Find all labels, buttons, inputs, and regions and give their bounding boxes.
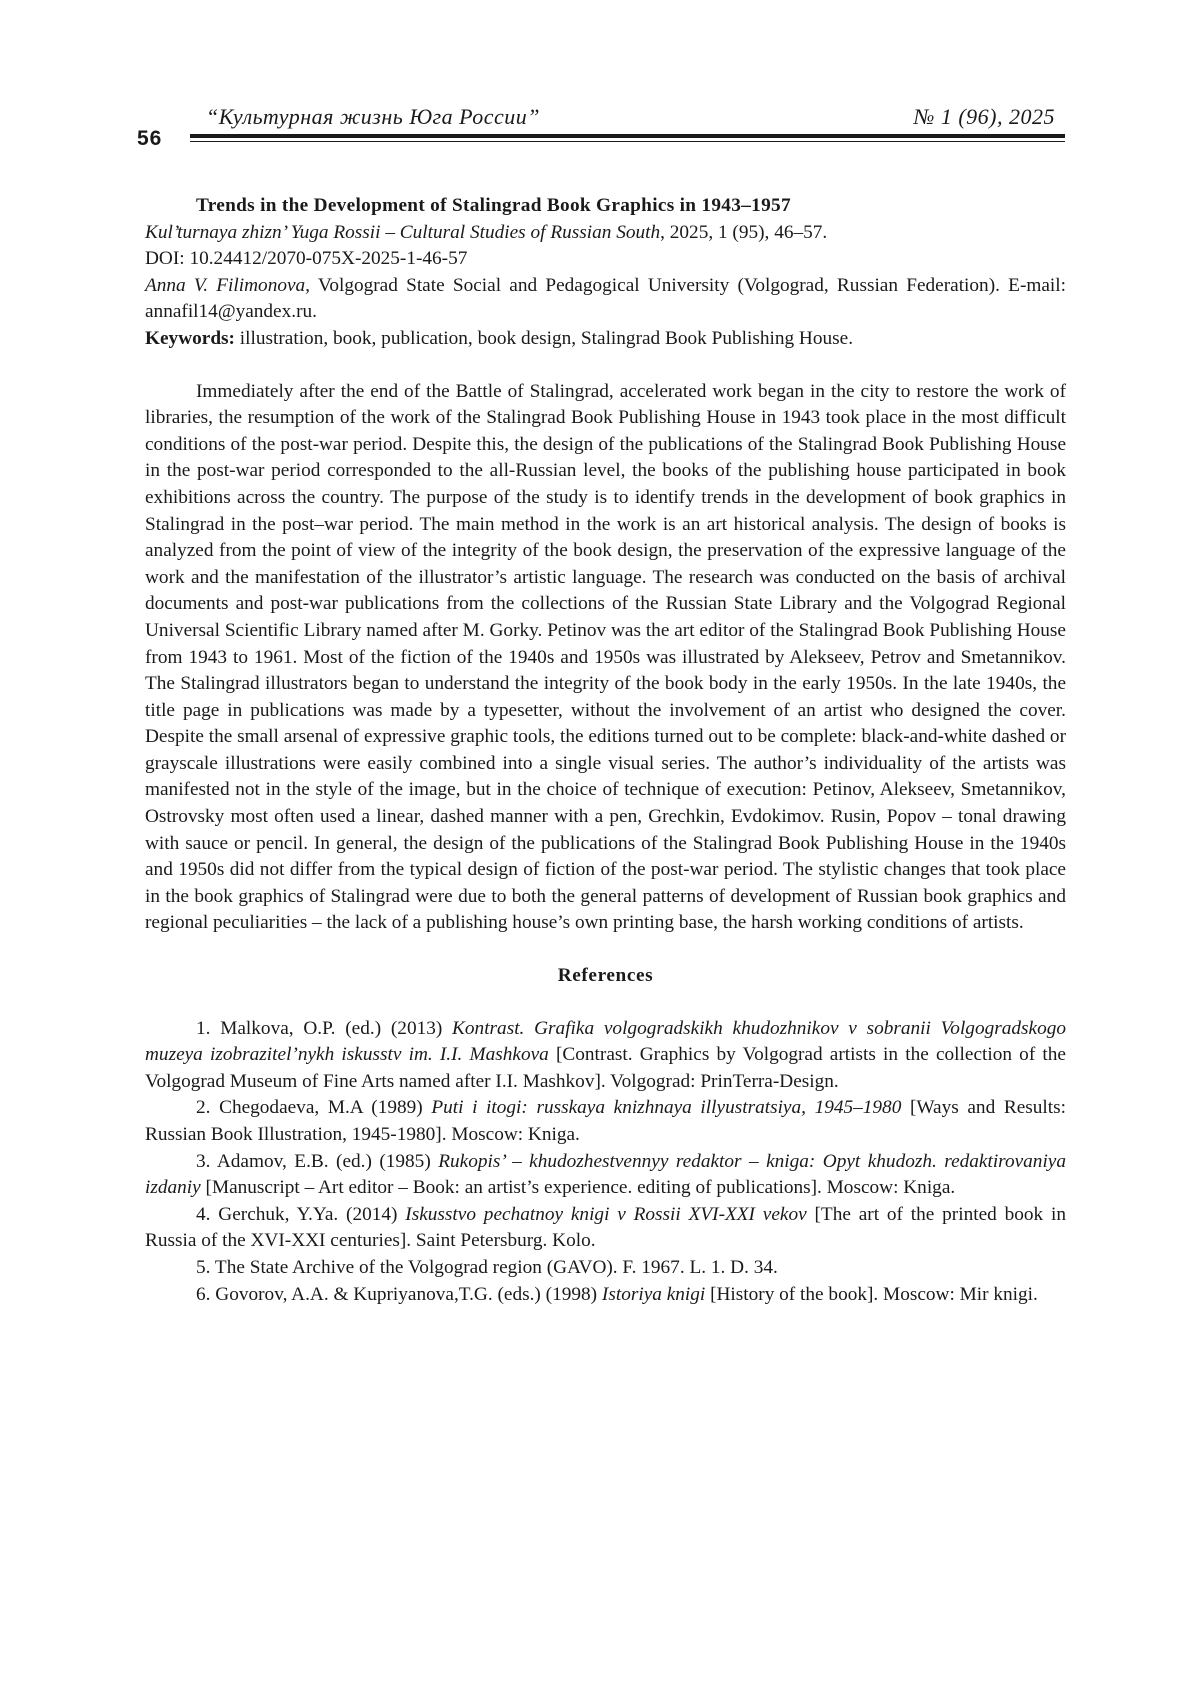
- reference-item: 6. Govorov, A.A. & Kupriyanova,T.G. (eds.) (1998) Istoriya knigi [History of the book]. Moscow: Mir knigi.: [145, 1282, 1066, 1309]
- keywords: illustration, book, publication, book design, Stalingrad Book Publishing House.: [235, 328, 853, 349]
- reference-item: 5. The State Archive of the Volgograd region (GAVO). F. 1967. L. 1. D. 34.: [145, 1255, 1066, 1282]
- author-affiliation: Volgograd State Social and Pedagogical University (Volgograd, Russian Federation). E-mail: annafil14@yandex.ru.: [145, 275, 1066, 323]
- header-rule-thin: [190, 141, 1065, 142]
- article-content: [145, 193, 1066, 1308]
- references-heading: References: [145, 963, 1066, 990]
- keywords-line: [145, 326, 1066, 353]
- journal-page: [0, 0, 1200, 1698]
- citation: [145, 220, 1066, 247]
- citation-journal: Kul’turnaya zhizn’ Yuga Rossii – Cultural Studies of Russian South: [145, 222, 660, 243]
- article-title: Trends in the Development of Stalingrad Book Graphics in 1943–1957: [145, 193, 1066, 220]
- page-number: 56: [137, 127, 162, 151]
- issue-number: № 1 (96), 2025: [914, 104, 1055, 130]
- references-list: [145, 1016, 1066, 1309]
- keywords-label: Keywords:: [145, 328, 235, 349]
- citation-details: , 2025, 1 (95), 46–57.: [660, 222, 827, 243]
- journal-title: “Культурная жизнь Юга России”: [206, 104, 540, 130]
- reference-item: 3. Adamov, E.B. (ed.) (1985) Rukopis’ – khudozhestvennyy redaktor – kniga: Opyt khudozh. redaktirovaniya izdaniy [Manuscript – Art editor – Book: an artist’s experience. editing of publications]. Moscow: Kniga.: [145, 1149, 1066, 1202]
- doi: DOI: 10.24412/2070-075X-2025-1-46-57: [145, 246, 1066, 273]
- reference-item: 4. Gerchuk, Y.Ya. (2014) Iskusstvo pechatnoy knigi v Rossii XVI-XXI vekov [The art of the printed book in Russia of the XVI-XXI centuries]. Saint Petersburg. Kolo.: [145, 1202, 1066, 1255]
- reference-item: 2. Chegodaeva, M.A (1989) Puti i itogi: russkaya knizhnaya illyustratsiya, 1945–1980 [Ways and Results: Russian Book Illustration, 1945-1980]. Moscow: Kniga.: [145, 1095, 1066, 1148]
- header-rule-thick: [190, 134, 1065, 138]
- author-line: [145, 273, 1066, 326]
- reference-item: 1. Malkova, O.P. (ed.) (2013) Kontrast. Grafika volgogradskikh khudozhnikov v sobranii Volgogradskogo muzeya izobrazitel’nykh iskusstv im. I.I. Mashkova [Contrast. Graphics by Volgograd artists in the collection of the Volgograd Museum of Fine Arts named after I.I. Mashkov]. Volgograd: PrinTerra-Design.: [145, 1016, 1066, 1096]
- abstract: Immediately after the end of the Battle of Stalingrad, accelerated work began in the city to restore the work of libraries, the resumption of the work of the Stalingrad Book Publishing House in 1943 took place in the most difficult conditions of the post-war period. Despite this, the design of the publications of the Stalingrad Book Publishing House in the post-war period corresponded to the all-Russian level, the books of the publishing house participated in book exhibitions across the country. The purpose of the study is to identify trends in the development of book graphics in Stalingrad in the post–war period. The main method in the work is an art historical analysis. The design of books is analyzed from the point of view of the integrity of the book design, the preservation of the expressive language of the work and the manifestation of the illustrator’s artistic language. The research was conducted on the basis of archival documents and post-war publications from the collections of the Russian State Library and the Volgograd Regional Universal Scientific Library named after M. Gorky. Petinov was the art editor of the Stalingrad Book Publishing House from 1943 to 1961. Most of the fiction of the 1940s and 1950s was illustrated by Alekseev, Petrov and Smetannikov. The Stalingrad illustrators began to understand the integrity of the book body in the early 1950s. In the late 1940s, the title page in publications was made by a typesetter, without the involvement of an artist who designed the cover. Despite the small arsenal of expressive graphic tools, the editions turned out to be complete: black-and-white dashed or grayscale illustrations were easily combined into a single visual series. The author’s individuality of the artists was manifested not in the style of the image, but in the choice of technique of execution: Petinov, Alekseev, Smetannikov, Ostrovsky most often used a linear, dashed manner with a pen, Grechkin, Evdokimov. Rusin, Popov – tonal drawing with sauce or pencil. In general, the design of the publications of the Stalingrad Book Publishing House in the 1940s and 1950s did not differ from the typical design of fiction of the post-war period. The stylistic changes that took place in the book graphics of Stalingrad were due to both the general patterns of development of Russian book graphics and regional peculiarities – the lack of a publishing house’s own printing base, the harsh working conditions of artists.: [145, 379, 1066, 937]
- author-name: Anna V. Filimonova,: [145, 275, 310, 296]
